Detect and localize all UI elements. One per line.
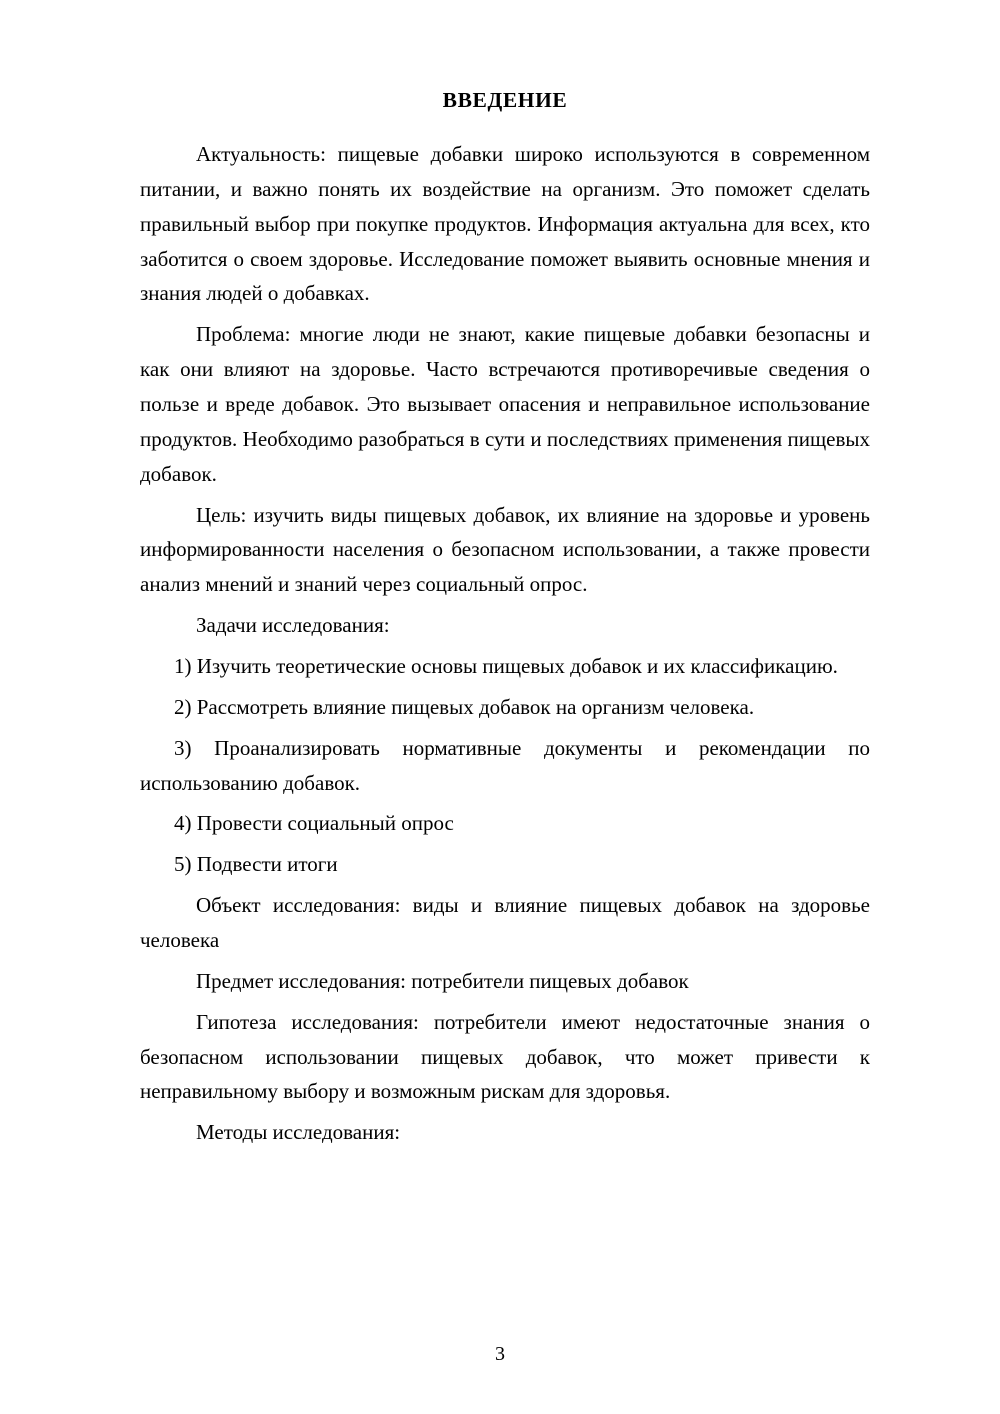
page-title: ВВЕДЕНИЕ xyxy=(442,88,568,112)
paragraph-hypothesis: Гипотеза исследования: потребители имеют недостаточные знания о безопасном использовании пищевых добавок, что может привести к неправильному выбору и возможным рискам для здоровья. xyxy=(140,1009,870,1104)
paragraph-subject: Предмет исследования: потребители пищевых добавок xyxy=(196,968,689,993)
page-number: 3 xyxy=(495,1343,505,1365)
methods-heading: Методы исследования: xyxy=(196,1120,401,1145)
paragraph-relevance: Актуальность: пищевые добавки широко используются в современном питании, и важно понять их воздействие на организм. Это поможет сделать правильный выбор при покупке продуктов. Информация актуальна для всех, кто заботится о своем здоровье. Исследование поможет выявить основные мнения и знания людей о добавках. xyxy=(140,142,870,306)
paragraph-object: Объект исследования: виды и влияние пищевых добавок на здоровье человека xyxy=(140,893,870,953)
task-item-1: 1) Изучить теоретические основы пищевых добавок и их классификацию. xyxy=(174,654,838,679)
paragraph-problem: Проблема: многие люди не знают, какие пищевые добавки безопасны и как они влияют на здоровье. Часто встречаются противоречивые сведения о пользе и вреде добавок. Это вызывает опасения и неправильное использование продуктов. Необходимо разобраться в сути и последствиях применения пищевых добавок. xyxy=(140,322,870,486)
tasks-heading: Задачи исследования: xyxy=(196,613,390,638)
task-item-4: 4) Провести социальный опрос xyxy=(174,811,454,836)
task-item-2: 2) Рассмотреть влияние пищевых добавок на организм человека. xyxy=(174,694,755,719)
paragraph-goal: Цель: изучить виды пищевых добавок, их влияние на здоровье и уровень информированности населения о безопасном использовании, а также провести анализ мнений и знаний через социальный опрос. xyxy=(140,502,870,597)
task-item-3: 3) Проанализировать нормативные документы и рекомендации по использованию добавок. xyxy=(140,735,870,795)
task-item-5: 5) Подвести итоги xyxy=(174,852,338,877)
